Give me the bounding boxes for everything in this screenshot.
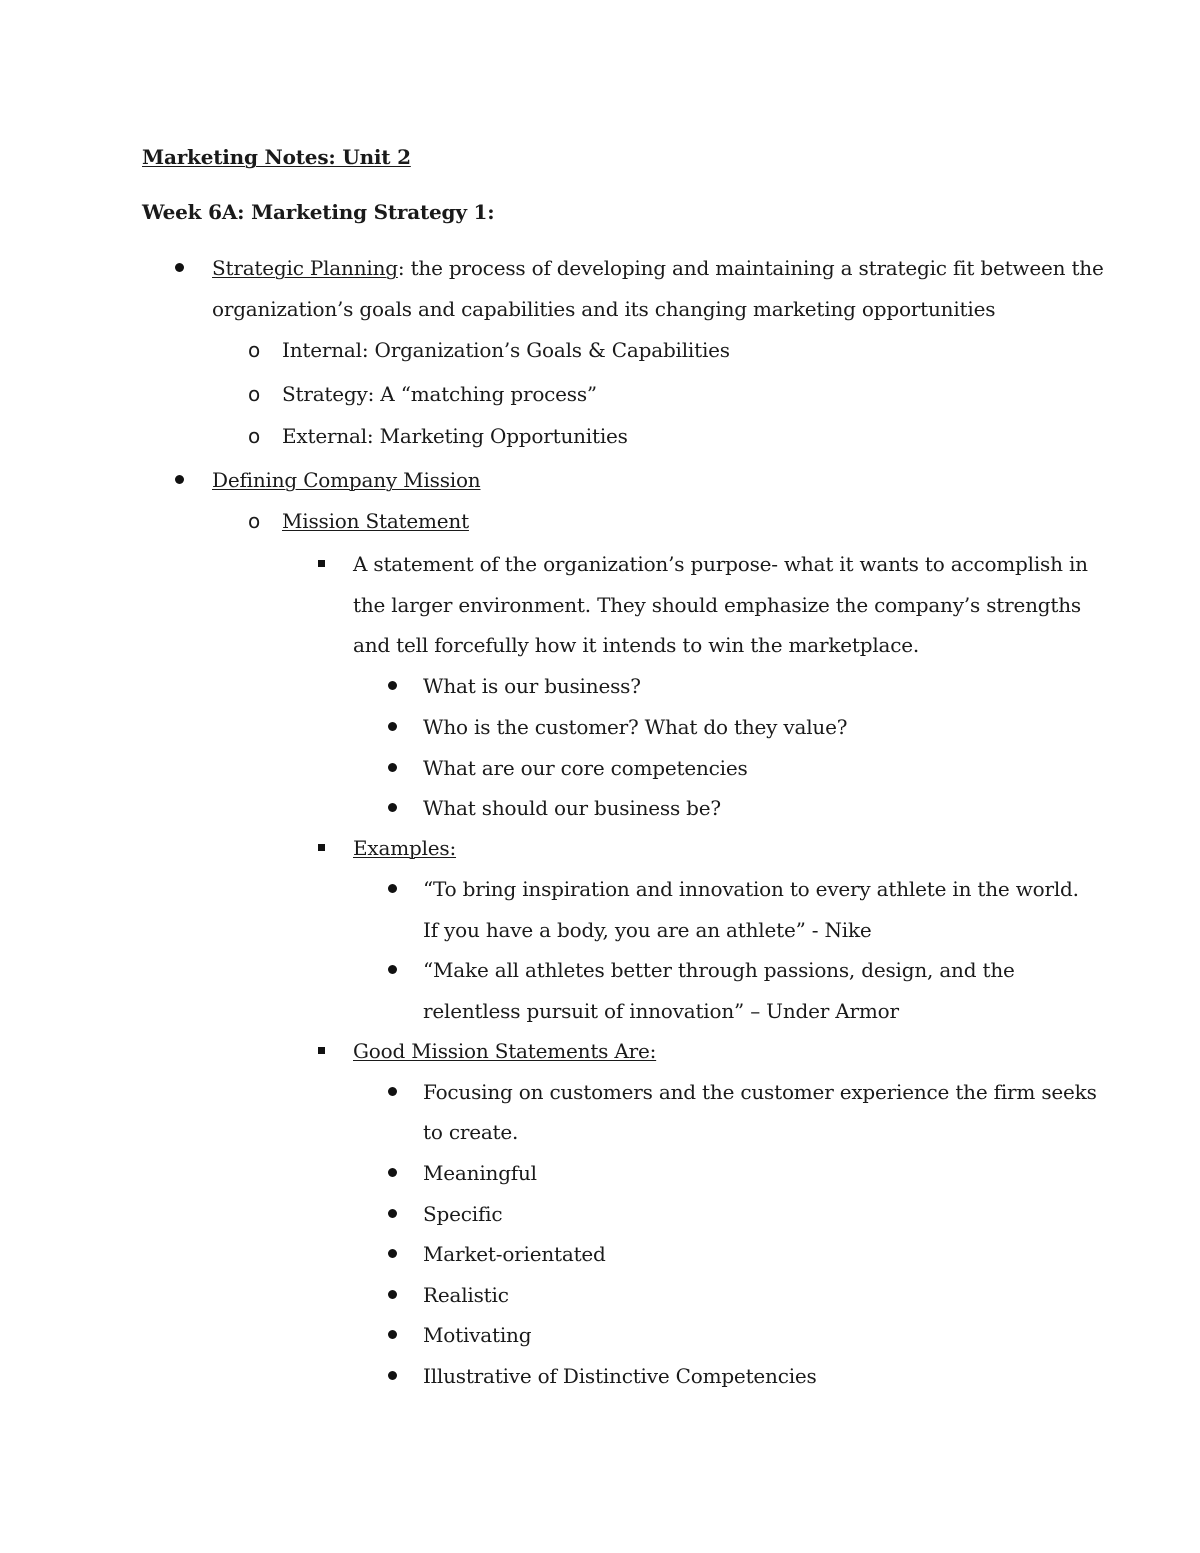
- good-item: Realistic: [423, 1283, 509, 1307]
- bullet-icon: [388, 681, 397, 690]
- circle-bullet-icon: o: [248, 338, 261, 362]
- good-mission-heading: Good Mission Statements Are:: [353, 1039, 657, 1063]
- strategic-planning-item: [212, 256, 1104, 280]
- good-item: Market-orientated: [423, 1242, 606, 1266]
- circle-bullet-icon: o: [248, 509, 261, 533]
- bullet-icon: [388, 1249, 397, 1258]
- sub-item-strategy: Strategy: A “matching process”: [282, 382, 597, 406]
- example-underarmor-line-1: “Make all athletes better through passions, design, and the: [423, 958, 1015, 982]
- bullet-icon: [388, 1330, 397, 1339]
- example-nike-line-2: If you have a body, you are an athlete” - Nike: [423, 918, 872, 942]
- square-bullet-icon: [318, 844, 325, 851]
- question-item: What is our business?: [423, 674, 641, 698]
- example-nike-line-1: “To bring inspiration and innovation to every athlete in the world.: [423, 877, 1079, 901]
- bullet-icon: [388, 1290, 397, 1299]
- good-item: Motivating: [423, 1323, 532, 1347]
- bullet-icon: [175, 263, 184, 272]
- bullet-icon: [388, 803, 397, 812]
- mission-statement-heading: Mission Statement: [282, 509, 469, 533]
- bullet-icon: [388, 1371, 397, 1380]
- bullet-icon: [388, 1087, 397, 1096]
- good-item-focus-line-1: Focusing on customers and the customer experience the firm seeks: [423, 1080, 1097, 1104]
- good-item: Illustrative of Distinctive Competencies: [423, 1364, 817, 1388]
- document-title: Marketing Notes: Unit 2: [142, 145, 411, 169]
- section-heading: Week 6A: Marketing Strategy 1:: [142, 200, 495, 224]
- question-item: What should our business be?: [423, 796, 721, 820]
- bullet-icon: [388, 1209, 397, 1218]
- circle-bullet-icon: o: [248, 382, 261, 406]
- examples-heading: Examples:: [353, 836, 457, 860]
- question-item: Who is the customer? What do they value?: [423, 715, 848, 739]
- bullet-icon: [388, 763, 397, 772]
- square-bullet-icon: [318, 1047, 325, 1054]
- example-underarmor-line-2: relentless pursuit of innovation” – Under Armor: [423, 999, 899, 1023]
- bullet-icon: [388, 884, 397, 893]
- strategic-planning-definition: : the process of developing and maintaining a strategic fit between the: [397, 256, 1104, 280]
- question-item: What are our core competencies: [423, 756, 748, 780]
- good-item: Meaningful: [423, 1161, 537, 1185]
- bullet-icon: [388, 722, 397, 731]
- statement-line-1: A statement of the organization’s purpose- what it wants to accomplish in: [353, 552, 1088, 576]
- sub-item-internal: Internal: Organization’s Goals & Capabilities: [282, 338, 730, 362]
- strategic-planning-definition-cont: organization’s goals and capabilities and its changing marketing opportunities: [212, 297, 996, 321]
- defining-mission-heading: Defining Company Mission: [212, 468, 481, 492]
- strategic-planning-term: Strategic Planning: [212, 256, 398, 280]
- bullet-icon: [388, 965, 397, 974]
- statement-line-3: and tell forcefully how it intends to win the marketplace.: [353, 633, 920, 657]
- statement-line-2: the larger environment. They should emphasize the company’s strengths: [353, 593, 1081, 617]
- bullet-icon: [175, 475, 184, 484]
- sub-item-external: External: Marketing Opportunities: [282, 424, 628, 448]
- good-item: Specific: [423, 1202, 503, 1226]
- square-bullet-icon: [318, 560, 325, 567]
- bullet-icon: [388, 1168, 397, 1177]
- good-item-focus-line-2: to create.: [423, 1120, 519, 1144]
- circle-bullet-icon: o: [248, 424, 261, 448]
